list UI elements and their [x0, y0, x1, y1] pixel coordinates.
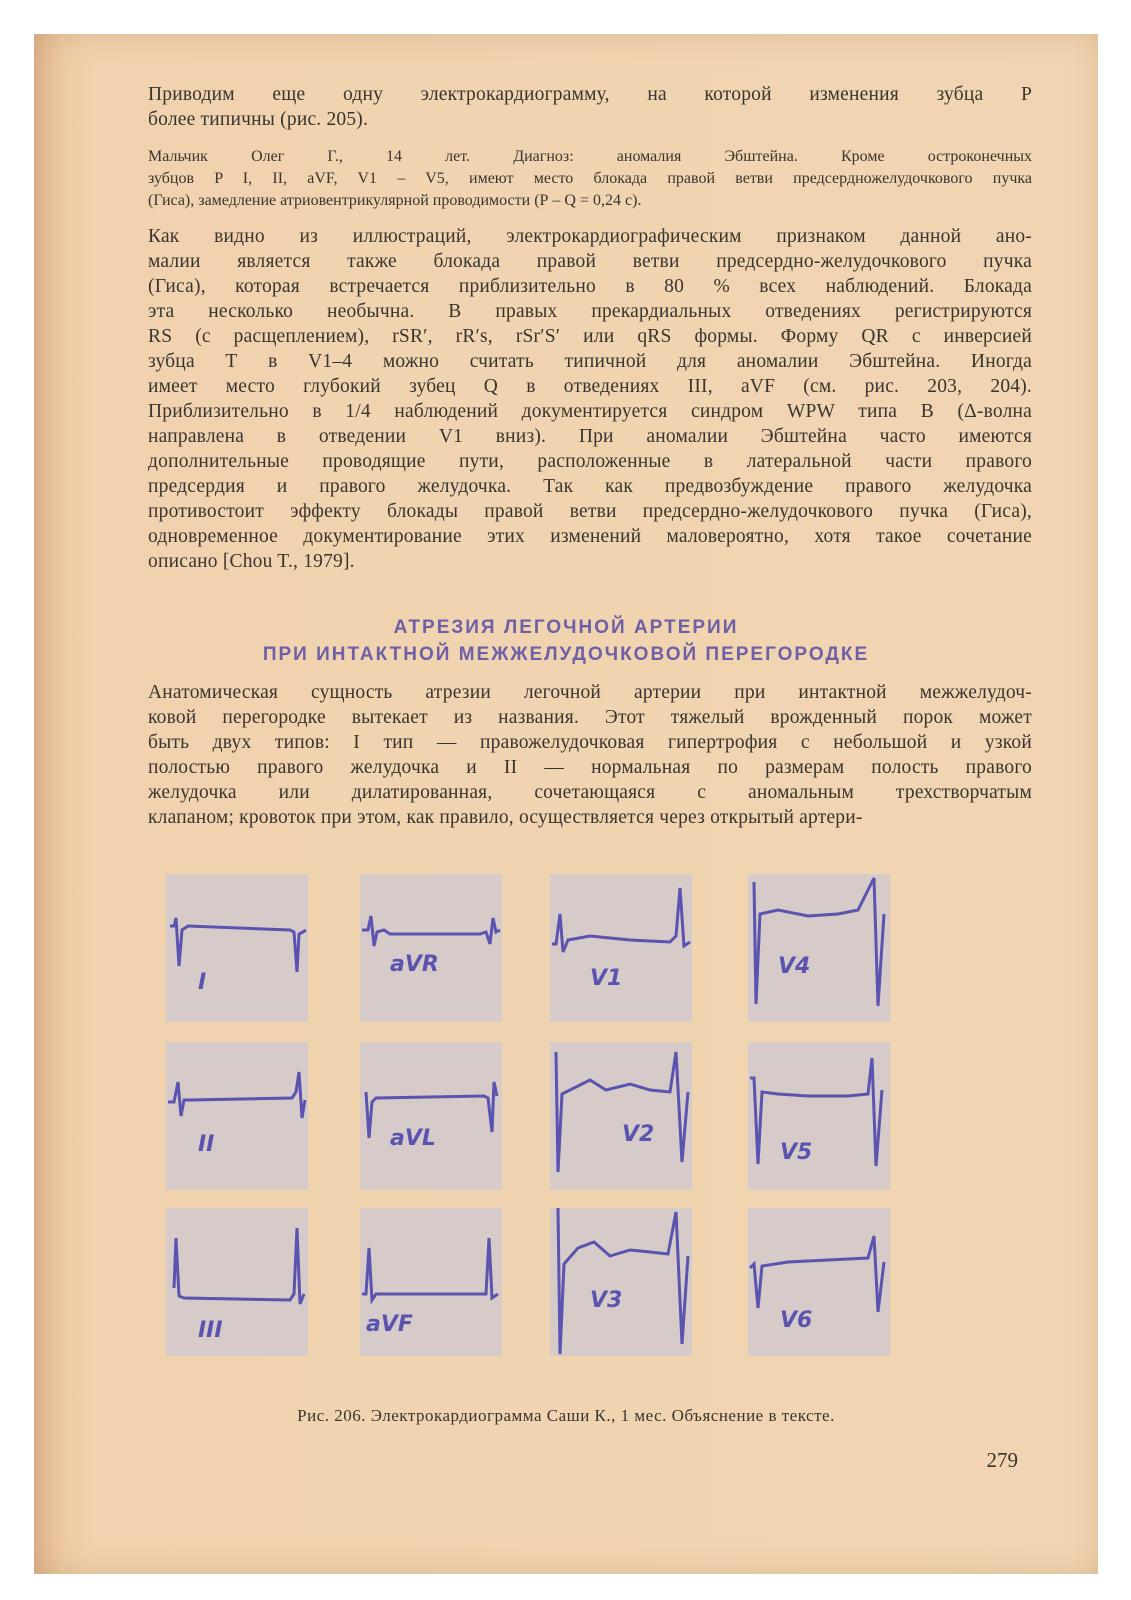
ecg-trace [166, 1208, 308, 1356]
text-line: зубцов P I, II, aVF, V1 – V5, имеют место блокада правой ветви предсердножелудочкового пучка [148, 170, 1032, 187]
lead-label: V2 [622, 1122, 655, 1147]
ecg-lead-V5 [748, 1042, 890, 1190]
lead-label: V4 [778, 954, 811, 979]
intro-paragraph [110, 82, 1032, 132]
lead-label: V5 [780, 1140, 813, 1165]
text-line: ковой перегородке вытекает из названия. Этот тяжелый врожденный порок может [148, 707, 1032, 728]
text-line: полостью правого желудочка и II — нормальная по размерам полость правого [148, 757, 1032, 778]
text-line: имеет место глубокий зубец Q в отведениях III, aVF (см. рис. 203, 204). [148, 376, 1032, 397]
text-line: Как видно из иллюстраций, электрокардиографическим признаком данной ано- [148, 226, 1032, 247]
ecg-trace [748, 1042, 890, 1190]
ecg-trace [166, 1042, 308, 1190]
book-page [34, 34, 1098, 1574]
ecg-trace [550, 874, 692, 1022]
ecg-lead-V6 [748, 1208, 890, 1356]
text-line: (Гиса), которая встречается приблизительно в 80 % всех наблюдений. Блокада [148, 276, 1032, 297]
ecg-lead-V1 [550, 874, 692, 1022]
ecg-lead-V4 [748, 874, 890, 1022]
ecg-lead-aVR [360, 874, 502, 1022]
case-note [110, 146, 1032, 212]
lead-label: II [198, 1132, 215, 1157]
text-line: RS (с расщеплением), rSR′, rR′s, rSr′S′ или qRS формы. Форму QR с инверсией [148, 326, 1032, 347]
ecg-lead-I [166, 874, 308, 1022]
text-line: Приводим еще одну электрокардиограмму, на которой изменения зубца Р [148, 84, 1032, 105]
ecg-lead-II [166, 1042, 308, 1190]
section-heading [34, 614, 1098, 668]
section-paragraph [110, 680, 1032, 830]
text-line: Приблизительно в 1/4 наблюдений документируется синдром WPW типа B (Δ-волна [148, 401, 1032, 422]
lead-label: I [198, 970, 207, 995]
ecg-trace [550, 1042, 692, 1190]
text-line: Анатомическая сущность атрезии легочной артерии при интактной межжелудоч- [148, 682, 1032, 703]
lead-label: aVL [390, 1126, 436, 1151]
text-line: малии является также блокада правой ветви предсердно-желудочкового пучка [148, 251, 1032, 272]
heading-line-2: ПРИ ИНТАКТНОЙ МЕЖЖЕЛУДОЧКОВОЙ ПЕРЕГОРОДКЕ [262, 644, 870, 665]
ecg-trace [748, 1208, 890, 1356]
figure-caption: Рис. 206. Электрокардиограмма Саши К., 1 мес. Объяснение в тексте. [297, 1406, 835, 1425]
text-line: предсердия и правого желудочка. Так как предвозбуждение правого желудочка [148, 476, 1032, 497]
lead-label: V3 [590, 1288, 623, 1313]
lead-label: III [198, 1318, 223, 1343]
text-line: желудочка или дилатированная, сочетающаяся с аномальным трехстворчатым [148, 782, 1032, 803]
ecg-lead-III [166, 1208, 308, 1356]
text-line: дополнительные проводящие пути, расположенные в латеральной части правого [148, 451, 1032, 472]
ecg-trace [360, 1042, 502, 1190]
text-line: направлена в отведении V1 вниз). При аномалии Эбштейна часто имеются [148, 426, 1032, 447]
ecg-lead-V2 [550, 1042, 692, 1190]
text-line: клапаном; кровоток при этом, как правило, осуществляется через открытый артери- [148, 807, 863, 828]
lead-label: V6 [780, 1308, 813, 1333]
text-line: Мальчик Олег Г., 14 лет. Диагноз: аномалия Эбштейна. Кроме остроконечных [148, 148, 1032, 165]
lead-label: V1 [590, 966, 623, 991]
text-line: одновременное документирование этих изменений маловероятно, хотя такое сочетание [148, 526, 1032, 547]
ecg-lead-V3 [550, 1208, 692, 1356]
text-line: описано [Chou T., 1979]. [148, 551, 355, 572]
ecg-trace [550, 1208, 692, 1356]
text-line: быть двух типов: I тип — правожелудочковая гипертрофия с небольшой и узкой [148, 732, 1032, 753]
page-number: 279 [986, 1448, 1018, 1472]
lead-label: aVR [390, 952, 439, 977]
text-line: (Гиса), замедление атриовентрикулярной проводимости (Р – Q = 0,24 с). [148, 192, 642, 209]
ecg-trace [166, 874, 308, 1022]
text-line: противостоит эффекту блокады правой ветви предсердно-желудочкового пучка (Гиса), [148, 501, 1032, 522]
ecg-discussion-paragraph [110, 224, 1032, 574]
ecg-lead-aVF [360, 1208, 502, 1356]
ecg-figure [160, 874, 900, 1394]
heading-line-1: АТРЕЗИЯ ЛЕГОЧНОЙ АРТЕРИИ [393, 617, 739, 638]
text-line: эта несколько необычна. В правых прекардиальных отведениях регистрируются [148, 301, 1032, 322]
ecg-lead-aVL [360, 1042, 502, 1190]
ecg-trace [748, 874, 890, 1022]
text-line: более типичны (рис. 205). [148, 109, 369, 130]
text-line: зубца Т в V1–4 можно считать типичной для аномалии Эбштейна. Иногда [148, 351, 1032, 372]
ecg-trace [360, 874, 502, 1022]
lead-label: aVF [366, 1312, 413, 1337]
